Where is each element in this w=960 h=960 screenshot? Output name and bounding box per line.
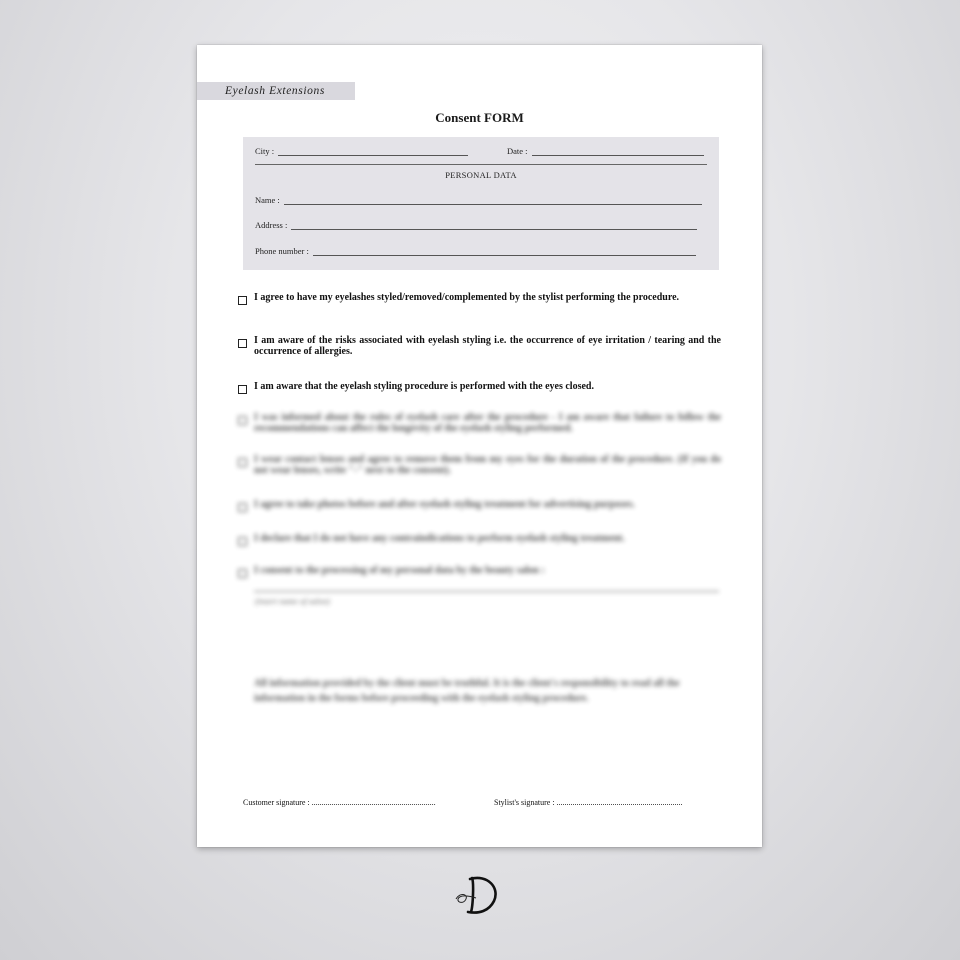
name-line <box>284 203 702 205</box>
consent-checkbox[interactable] <box>238 503 247 512</box>
phone-line <box>313 254 696 256</box>
monogram-d-icon <box>448 872 508 918</box>
consent-checkbox[interactable] <box>238 385 247 394</box>
consent-form-page <box>197 45 762 847</box>
divider <box>255 164 707 165</box>
city-label: City : <box>255 146 275 156</box>
consent-checkbox[interactable] <box>238 339 247 348</box>
page-title: Consent FORM <box>435 110 524 125</box>
consent-text: I agree to take photos before and after eyelash styling treatment for advertising purposes. <box>254 499 635 510</box>
consent-checkbox[interactable] <box>238 458 247 467</box>
salon-name-hint: (insert name of salon) <box>255 596 330 606</box>
consent-checkbox[interactable] <box>238 569 247 578</box>
footer-note: All information provided by the client must be truthful. It is the client's responsibility to read all the information in the forms before proceeding with the eyelash styling procedure. <box>254 678 680 704</box>
consent-text: I wear contact lenses and agree to remove them from my eyes for the duration of the procedure. (If you do not wear lenses, write "-" next to the consent). <box>254 454 721 476</box>
date-line <box>532 154 704 156</box>
date-label: Date : <box>507 146 528 156</box>
consent-checkbox[interactable] <box>238 296 247 305</box>
personal-data-heading: PERSONAL DATA <box>445 170 517 180</box>
address-label: Address : <box>255 220 288 230</box>
address-line <box>291 228 697 230</box>
consent-checkbox[interactable] <box>238 416 247 425</box>
consent-text: I agree to have my eyelashes styled/removed/complemented by the stylist performing the procedure. <box>254 292 680 303</box>
consent-text: I consent to the processing of my personal data by the beauty salon : <box>254 565 545 576</box>
address-field[interactable] <box>255 220 697 230</box>
name-field[interactable] <box>255 195 702 205</box>
consent-text: I declare that I do not have any contraindications to perform eyelash styling treatment. <box>254 533 625 544</box>
consent-text: I was informed about the rules of eyelash care after the procedure - I am aware that failure to follow the recommendations can affect the longevity of the eyelash styling performed. <box>254 412 721 434</box>
form-category-banner: Eyelash Extensions <box>197 82 355 100</box>
consent-text: I am aware that the eyelash styling procedure is performed with the eyes closed. <box>254 381 594 392</box>
personal-data-box <box>243 137 719 270</box>
phone-label: Phone number : <box>255 246 309 256</box>
stylist-signature[interactable]: Stylist's signature : ............................................................... <box>494 798 683 807</box>
city-line <box>278 154 468 156</box>
city-field[interactable] <box>255 146 468 156</box>
salon-name-line[interactable] <box>254 591 719 592</box>
date-field[interactable] <box>507 146 704 156</box>
consent-text: I am aware of the risks associated with eyelash styling i.e. the occurrence of eye irritation / tearing and the occurrence of allergies. <box>254 335 721 357</box>
phone-field[interactable] <box>255 246 696 256</box>
name-label: Name : <box>255 195 280 205</box>
customer-signature[interactable]: Customer signature : .............................................................. <box>243 798 436 807</box>
consent-checkbox[interactable] <box>238 537 247 546</box>
